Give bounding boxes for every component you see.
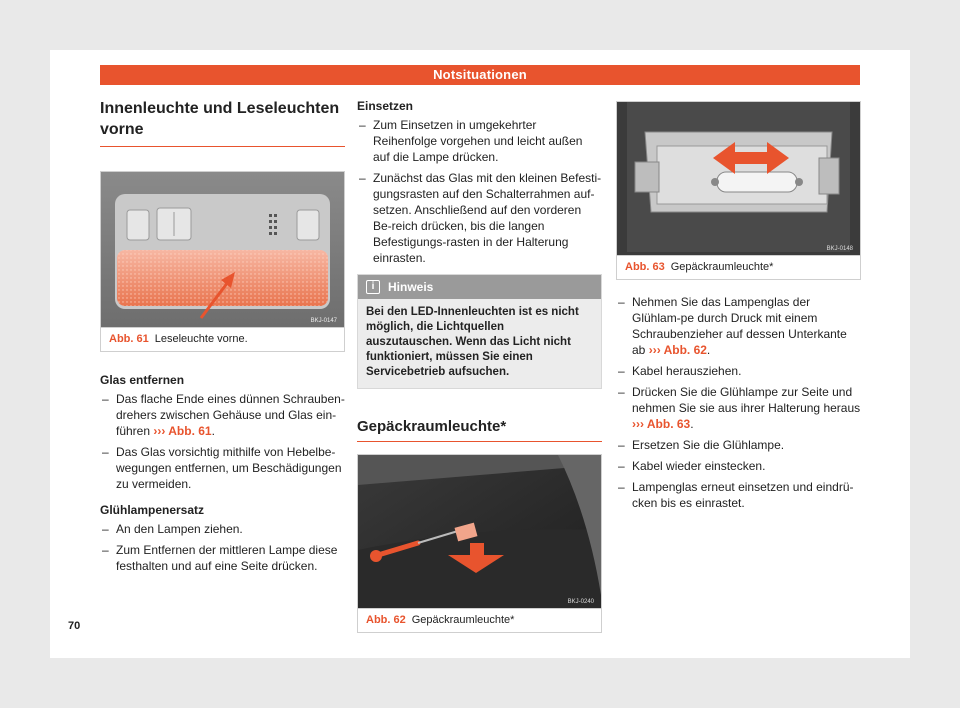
column-middle	[357, 98, 602, 633]
list-item: – Nehmen Sie das Lampenglas der Glühlam-pe durch Druck mit einem Schraubenzieher auf dessen Unterkante ab ››› Abb. 62.	[616, 294, 861, 358]
figure-61-caption-text: Leseleuchte vorne.	[154, 333, 248, 345]
subheading-gluehlampenersatz: Glühlampenersatz	[100, 503, 205, 517]
figure-62-label: Abb. 62	[366, 614, 406, 626]
figure-62	[357, 454, 602, 633]
note-title: Hinweis	[388, 280, 434, 294]
list-item: – Ersetzen Sie die Glühlampe.	[616, 437, 861, 453]
list-item-text: Das flache Ende eines dünnen Schrauben-drehers zwischen Gehäuse und Glas ein-führen	[116, 392, 345, 438]
note-box	[357, 274, 602, 389]
figure-61-code: BKJ-0147	[310, 318, 337, 324]
figure-61-label: Abb. 61	[109, 333, 149, 345]
chapter-header: Notsituationen	[100, 65, 860, 85]
note-text: Bei den LED-Innenleuchten ist es nicht möglich, die Lichtquellen auszutauschen. Wenn das Licht nicht funktioniert, müssen Sie einen Servicebetrieb aufsuchen.	[366, 306, 579, 378]
figure-61	[100, 171, 345, 352]
figure-63-code: BKJ-0148	[826, 246, 853, 252]
figure-62-caption-text: Gepäckraumleuchte*	[411, 614, 515, 626]
list-item: – Kabel wieder einstecken.	[616, 458, 861, 474]
section-title-innenleuchte: Innenleuchte und Leseleuchten vorne	[100, 98, 345, 147]
section-gluehlampenersatz	[100, 502, 345, 574]
info-icon: i	[366, 280, 380, 294]
figure-reference-link[interactable]: ››› Abb. 61	[153, 424, 212, 438]
figure-63	[616, 101, 861, 280]
section-title-gepaeckraumleuchte: Gepäckraumleuchte*	[357, 419, 602, 442]
section-glas-entfernen	[100, 372, 345, 492]
subheading-glas-entfernen: Glas entfernen	[100, 373, 185, 387]
figure-reference-link[interactable]: ››› Abb. 63	[632, 417, 691, 431]
steps-list	[616, 294, 861, 511]
column-left	[100, 98, 345, 579]
list-item: – Das flache Ende eines dünnen Schrauben-drehers zwischen Gehäuse und Glas ein-führen ››› Abb. 61.	[100, 391, 345, 439]
subheading-einsetzen: Einsetzen	[357, 99, 414, 113]
figure-63-image	[617, 102, 860, 255]
figure-61-caption	[101, 327, 344, 351]
list-item: – Das Glas vorsichtig mithilfe von Hebelbe-wegungen entfernen, um Beschädigungen zu vermeiden.	[100, 444, 345, 492]
column-right	[616, 101, 861, 516]
figure-62-caption	[358, 608, 601, 632]
list-item-text: Drücken Sie die Glühlampe zur Seite und nehmen Sie sie aus ihrer Halterung heraus	[632, 385, 861, 415]
page-number: 70	[68, 620, 81, 632]
note-header	[358, 275, 601, 299]
list-item: – Zunächst das Glas mit den kleinen Befesti-gungsrasten auf den Schalterrahmen auf-setzen. Anschließend auf den vorderen Be-reich drücken, bis die langen Befestigungs-rasten in der Halterung einrasten.	[357, 170, 602, 266]
list-item: – Drücken Sie die Glühlampe zur Seite und nehmen Sie sie aus ihrer Halterung heraus ››› Abb. 63.	[616, 384, 861, 432]
figure-62-image	[358, 455, 601, 608]
list-item: – An den Lampen ziehen.	[100, 521, 345, 537]
figure-63-caption	[617, 255, 860, 279]
list-item: – Lampenglas erneut einsetzen und eindrü-cken bis es einrastet.	[616, 479, 861, 511]
figure-63-label: Abb. 63	[625, 261, 665, 273]
list-item-text: Nehmen Sie das Lampenglas der Glühlam-pe durch Druck mit einem Schraubenzieher auf dessen Unterkante ab	[632, 295, 847, 357]
figure-61-image	[101, 172, 344, 327]
figure-63-caption-text: Gepäckraumleuchte*	[670, 261, 774, 273]
list-item: – Kabel herausziehen.	[616, 363, 861, 379]
list-item: – Zum Entfernen der mittleren Lampe diese festhalten und auf eine Seite drücken.	[100, 542, 345, 574]
figure-reference-link[interactable]: ››› Abb. 62	[648, 343, 707, 357]
figure-62-code: BKJ-0240	[567, 599, 594, 605]
list-item: – Zum Einsetzen in umgekehrter Reihenfolge vorgehen und leicht außen auf die Lampe drücken.	[357, 117, 602, 165]
